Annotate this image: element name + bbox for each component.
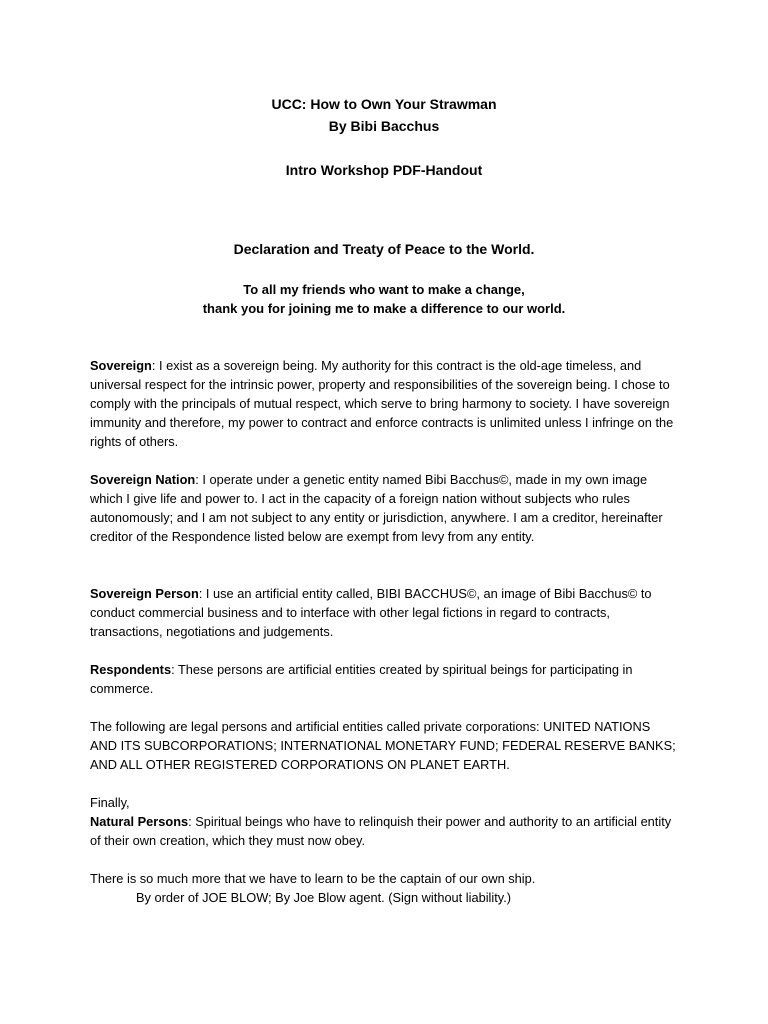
sovereign-nation-paragraph	[90, 470, 680, 546]
respondents-paragraph	[90, 660, 680, 698]
closing-line-1: There is so much more that we have to learn to be the captain of our own ship.	[90, 871, 536, 886]
natural-persons-term: Natural Persons	[90, 814, 189, 829]
legal-persons-paragraph: The following are legal persons and artificial entities called private corporations: UNITED NATIONS AND ITS SUBCORPORATIONS; INTERNATIONAL MONETARY FUND; FEDERAL RESERVE BANKS; AND ALL OTHER REGISTERED CORPORATIONS ON PLANET EARTH.	[90, 719, 676, 772]
sovereign-person-paragraph	[90, 584, 680, 641]
sovereign-person-text: : I use an artificial entity called, BIBI BACCHUS©, an image of Bibi Bacchus© to conduct commercial business and to interface with other legal fictions in regard to contracts, transactions, negotiations and judgements.	[90, 586, 652, 639]
closing-paragraph	[90, 869, 680, 907]
natural-persons-text: : Spiritual beings who have to relinquish their power and authority to an artificial entity of their own creation, which they must now obey.	[90, 814, 672, 848]
document-author: By Bibi Bacchus	[328, 118, 440, 134]
declaration-heading: Declaration and Treaty of Peace to the World.	[233, 241, 535, 257]
greeting-line-2: thank you for joining me to make a difference to our world.	[202, 301, 566, 316]
sovereign-nation-term: Sovereign Nation	[90, 472, 196, 487]
document-title: UCC: How to Own Your Strawman	[271, 96, 497, 112]
respondents-text: : These persons are artificial entities created by spiritual beings for participating in commerce.	[90, 662, 633, 696]
sovereign-term: Sovereign	[90, 358, 152, 373]
finally-lead: Finally,	[90, 795, 130, 810]
document-subtitle: Intro Workshop PDF-Handout	[285, 162, 483, 178]
sovereign-nation-text: : I operate under a genetic entity named Bibi Bacchus©, made in my own image which I give life and power to. I act in the capacity of a foreign nation without subjects who rules autonomously; and I am not subject to any entity or jurisdiction, anywhere. I am a creditor, hereinafter creditor of the Respondence listed below are exempt from levy from any entity.	[90, 472, 663, 544]
sovereign-text: : I exist as a sovereign being. My authority for this contract is the old-age timeless, and universal respect for the intrinsic power, property and responsibilities of the sovereign being. I chose to comply with the principals of mutual respect, which serve to bring harmony to society. I have sovereign immunity and therefore, my power to contract and enforce contracts is unlimited unless I infringe on the rights of others.	[90, 358, 674, 449]
greeting-line-1: To all my friends who want to make a change,	[243, 282, 525, 297]
closing-line-2: By order of JOE BLOW; By Joe Blow agent. (Sign without liability.)	[136, 890, 512, 905]
respondents-term: Respondents	[90, 662, 172, 677]
natural-persons-paragraph	[90, 793, 680, 850]
sovereign-person-term: Sovereign Person	[90, 586, 199, 601]
sovereign-paragraph	[90, 356, 680, 451]
